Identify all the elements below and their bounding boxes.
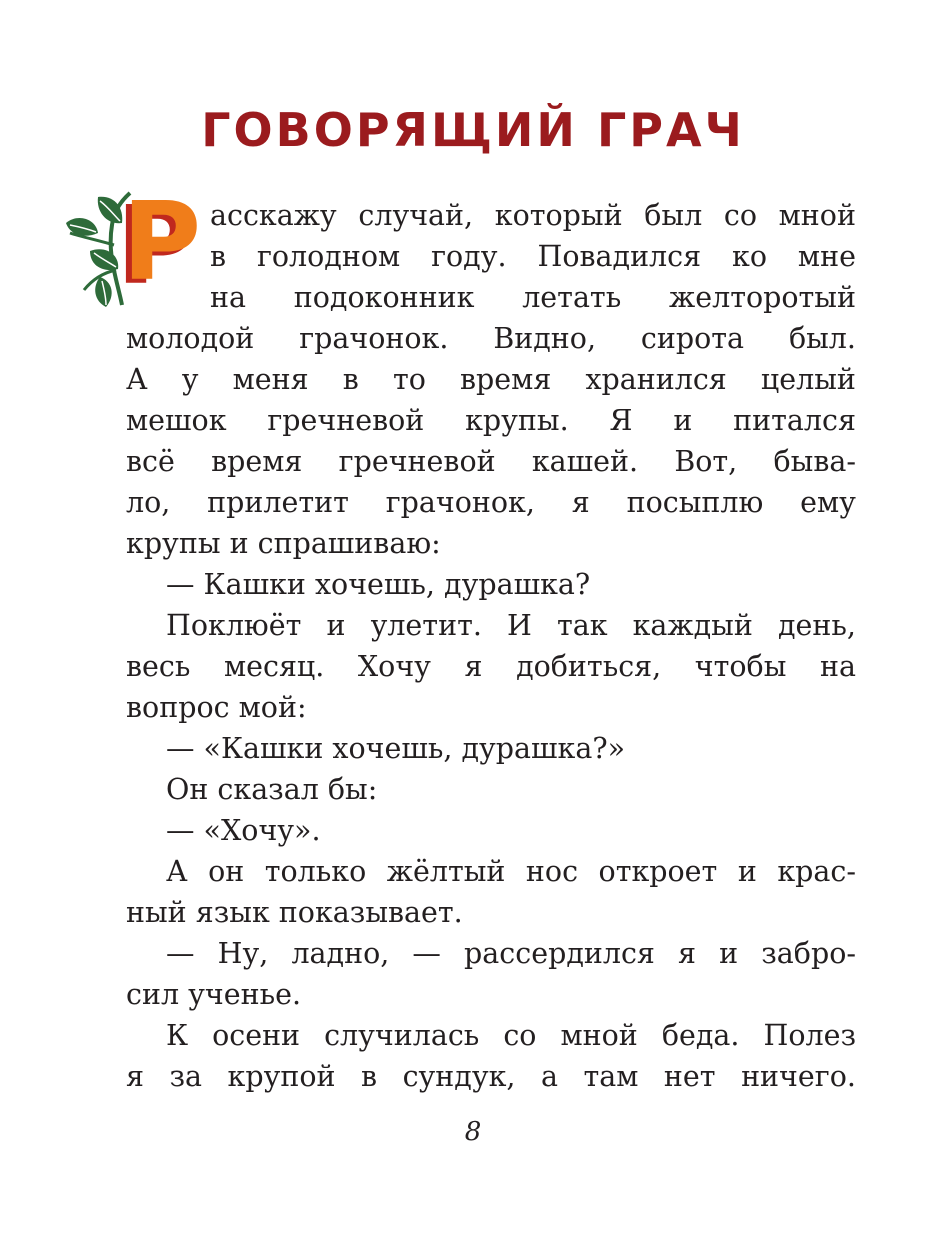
word: только [264,855,367,888]
text-line: крупы и спрашиваю: [126,527,441,560]
word: улетит. [370,609,482,642]
word: Ну, [217,937,269,970]
text-line [126,1056,856,1097]
word: целый [760,363,856,396]
word: питался [733,404,856,437]
word: ничего. [741,1060,856,1093]
word: И [506,609,532,642]
word: году. [431,240,507,273]
text-line [210,236,856,277]
word: и [719,937,739,970]
drop-cap-letter: Р [122,180,202,305]
word: А [166,855,188,888]
word: Поклюёт [166,609,302,642]
word: рассердился [464,937,655,970]
word: который [494,199,623,232]
word: беда. [661,1019,740,1052]
word: мне [797,240,856,273]
text-line [210,195,856,236]
word: жёлтый [386,855,506,888]
word: откроет [598,855,718,888]
word: за [169,1060,203,1093]
word: я [464,650,483,683]
word: со [503,1019,537,1052]
word: так [556,609,608,642]
text-line: — Кашки хочешь, дурашка? [166,568,591,601]
word: желторотый [669,281,856,314]
word: я [126,1060,144,1093]
word: Видно, [493,322,597,355]
word: мной [778,199,856,232]
word: кашей. [531,445,639,478]
word: прилетит [207,486,349,519]
word: крас- [777,855,856,888]
word: осени [212,1019,301,1052]
word: нет [663,1060,716,1093]
word: голодном [256,240,401,273]
text-line: сил ученье. [126,978,302,1011]
word: у [181,363,199,396]
word: летать [522,281,622,314]
word: молодой [126,322,255,355]
word: на [210,281,246,314]
word: Повадился [537,240,702,273]
word: весь [126,650,191,683]
word: время [211,445,303,478]
word: в [361,1060,378,1093]
word: был. [788,322,856,355]
word: крупы. [465,404,569,437]
text-line [210,277,856,318]
text-line [126,318,856,359]
word: сирота [640,322,745,355]
word: хранился [585,363,727,396]
word: всё [126,445,175,478]
text-line [126,646,856,687]
word: асскажу [210,199,337,232]
word: крупой [227,1060,336,1093]
word: Полез [763,1019,856,1052]
word: подоконник [293,281,475,314]
text-line: ный язык показывает. [126,896,463,929]
page-title: ГОВОРЯЩИЙ ГРАЧ [201,103,745,157]
text-line [166,1015,856,1056]
word: случилась [324,1019,480,1052]
word: грачонок. [299,322,449,355]
word: и [673,404,693,437]
word: — [412,937,441,970]
word: — [166,937,195,970]
word: со [723,199,757,232]
word: гречневой [338,445,496,478]
text-line [166,851,856,892]
word: там [583,1060,639,1093]
word: ко [732,240,767,273]
word: был [644,199,703,232]
word: то [392,363,426,396]
word: посыплю [626,486,764,519]
word: чтобы [694,650,787,683]
word: добиться, [516,650,662,683]
word: Вот, [674,445,738,478]
word: и [326,609,346,642]
word: нос [525,855,579,888]
word: К [166,1019,189,1052]
word: каждый [632,609,753,642]
text-line [126,482,856,523]
word: я [678,937,697,970]
word: сундук, [402,1060,516,1093]
word: он [208,855,245,888]
word: а [540,1060,558,1093]
word: гречневой [267,404,425,437]
page-number: 8 [464,1117,482,1147]
text-line [126,441,856,482]
word: я [571,486,590,519]
word: А [126,363,148,396]
word: ладно, [291,937,390,970]
word: меня [232,363,309,396]
text-line: — «Кашки хочешь, дурашка?» [166,732,626,765]
word: случай, [358,199,474,232]
word: и [737,855,757,888]
text-line: — «Хочу». [166,814,321,847]
text-line [166,605,856,646]
word: ему [800,486,856,519]
text-line: вопрос мой: [126,691,307,724]
word: мной [560,1019,638,1052]
word: Я [609,404,633,437]
word: на [819,650,856,683]
text-line [166,933,856,974]
word: в [210,240,227,273]
word: день, [777,609,856,642]
word: Хочу [357,650,431,683]
word: быва- [773,445,856,478]
text-line [126,359,856,400]
word: грачонок, [385,486,535,519]
text-line [126,400,856,441]
word: забро- [761,937,856,970]
word: месяц. [223,650,325,683]
word: в [342,363,359,396]
word: мешок [126,404,227,437]
word: время [460,363,552,396]
word: ло, [126,486,171,519]
text-line: Он сказал бы: [166,773,378,806]
